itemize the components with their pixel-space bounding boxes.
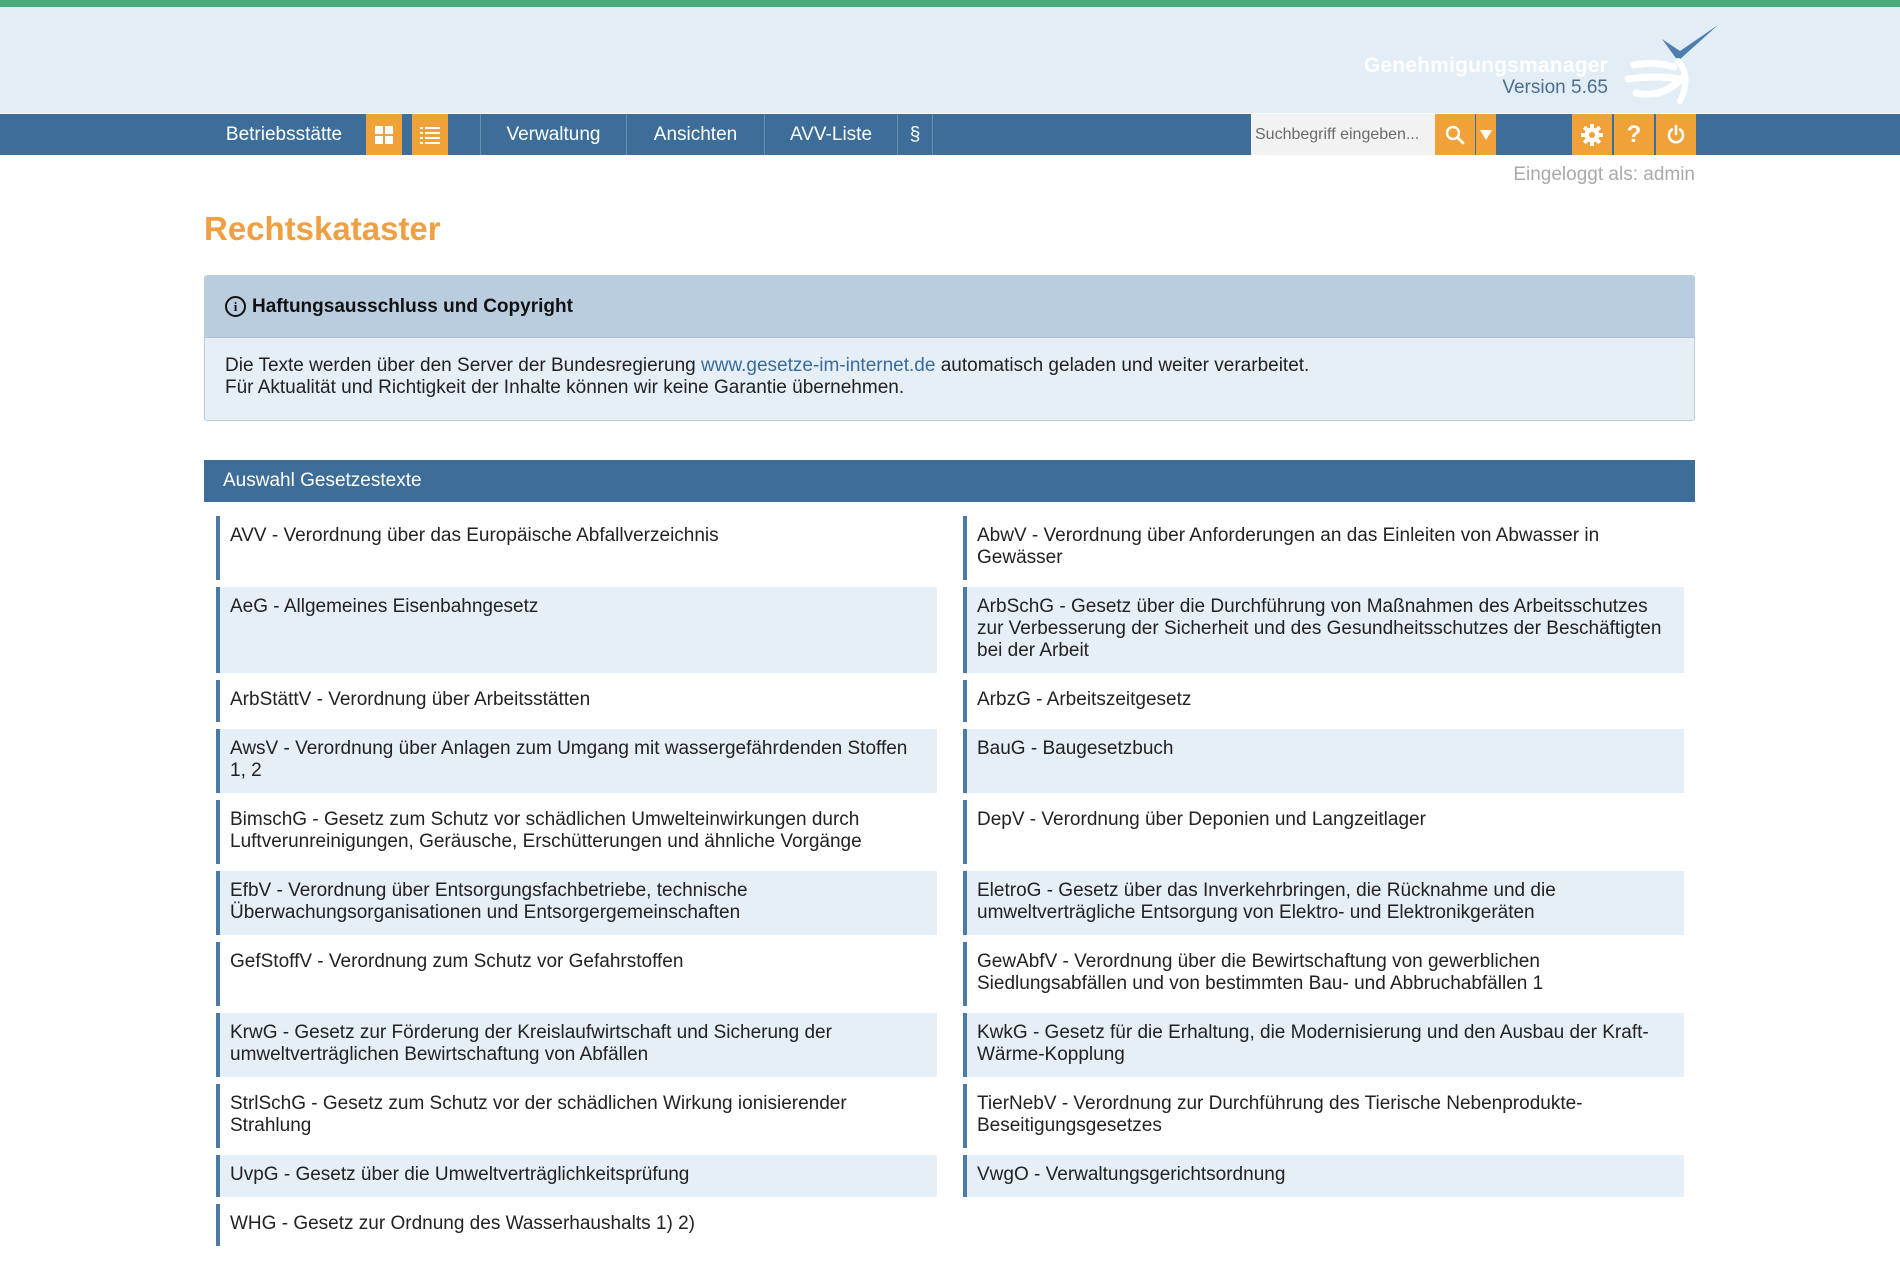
nav-paragraph[interactable]: § <box>909 124 921 145</box>
disclaimer-header <box>205 276 1694 338</box>
list-icon <box>420 126 440 144</box>
law-item[interactable]: ArbzG - Arbeitszeitgesetz <box>963 680 1684 722</box>
app-brand <box>1364 54 1608 99</box>
law-item[interactable]: AVV - Verordnung über das Europäische Abfallverzeichnis <box>216 516 937 580</box>
nav-divider <box>932 114 933 155</box>
chevron-down-icon <box>1480 130 1492 140</box>
law-item[interactable]: BauG - Baugesetzbuch <box>963 729 1684 793</box>
disclaimer-line-1 <box>225 355 1674 377</box>
tile-view-button[interactable] <box>366 114 402 155</box>
gesetze-link[interactable]: www.gesetze-im-internet.de <box>701 355 936 376</box>
law-item[interactable]: StrlSchG - Gesetz zum Schutz vor der schädlichen Wirkung ionisierender Strahlung <box>216 1084 937 1148</box>
law-item[interactable]: AwsV - Verordnung über Anlagen zum Umgang mit wassergefährdenden Stoffen 1, 2 <box>216 729 937 793</box>
nav-avv-liste[interactable]: AVV-Liste <box>789 124 873 145</box>
help-button[interactable] <box>1614 114 1654 155</box>
main-navbar <box>0 114 1900 155</box>
gear-icon <box>1581 124 1603 146</box>
logged-in-user: Eingeloggt als: admin <box>1513 164 1695 185</box>
app-header <box>0 7 1900 116</box>
law-item[interactable]: BimschG - Gesetz zum Schutz vor schädlichen Umwelteinwirkungen durch Luftverunreinigungen, Geräusche, Erschütterungen und ähnliche Vorgänge <box>216 800 937 864</box>
app-version: Version 5.65 <box>1502 77 1608 98</box>
disclaimer-text-before: Die Texte werden über den Server der Bundesregierung <box>225 355 701 376</box>
law-item[interactable]: VwgO - Verwaltungsgerichtsordnung <box>963 1155 1684 1197</box>
search-input[interactable] <box>1251 114 1435 155</box>
search-icon <box>1445 125 1465 145</box>
law-item[interactable]: EfbV - Verordnung über Entsorgungsfachbetriebe, technische Überwachungsorganisationen und Entsorgergemeinschaften <box>216 871 937 935</box>
search-button[interactable] <box>1435 114 1475 155</box>
page-title: Rechtskataster <box>204 210 441 247</box>
law-item[interactable]: KwkG - Gesetz für die Erhaltung, die Modernisierung und den Ausbau der Kraft-Wärme-Kopplung <box>963 1013 1684 1077</box>
grid-icon <box>375 126 393 144</box>
disclaimer-text-after: automatisch geladen und weiter verarbeitet. <box>935 355 1310 376</box>
nav-ansichten[interactable]: Ansichten <box>653 124 738 145</box>
law-item[interactable]: EletroG - Gesetz über das Inverkehrbringen, die Rücknahme und die umweltverträgliche Entsorgung von Elektro- und Elektronikgeräten <box>963 871 1684 935</box>
logout-button[interactable] <box>1656 114 1696 155</box>
law-item[interactable]: UvpG - Gesetz über die Umweltverträglichkeitsprüfung <box>216 1155 937 1197</box>
law-item[interactable]: AbwV - Verordnung über Anforderungen an das Einleiten von Abwasser in Gewässer <box>963 516 1684 580</box>
section-header: Auswahl Gesetzestexte <box>204 460 1695 502</box>
disclaimer-heading: Haftungsausschluss und Copyright <box>252 295 573 317</box>
settings-button[interactable] <box>1572 114 1612 155</box>
list-view-button[interactable] <box>412 114 448 155</box>
law-item[interactable]: ArbSchG - Gesetz über die Durchführung von Maßnahmen des Arbeitsschutzes zur Verbesserung der Sicherheit und des Gesundheitsschutzes der Beschäftigten bei der Arbeit <box>963 587 1684 673</box>
question-mark-icon: ? <box>1626 120 1642 148</box>
law-item[interactable]: GefStoffV - Verordnung zum Schutz vor Gefahrstoffen <box>216 942 937 1006</box>
nav-betriebsstaette[interactable]: Betriebsstätte <box>225 124 343 145</box>
nav-verwaltung[interactable]: Verwaltung <box>506 124 601 145</box>
law-item[interactable]: DepV - Verordnung über Deponien und Langzeitlager <box>963 800 1684 864</box>
law-item[interactable]: WHG - Gesetz zur Ordnung des Wasserhaushalts 1) 2) <box>216 1204 937 1246</box>
law-item[interactable]: KrwG - Gesetz zur Förderung der Kreislaufwirtschaft und Sicherung der umweltverträglichen Bewirtschaftung von Abfällen <box>216 1013 937 1077</box>
law-item[interactable]: TierNebV - Verordnung zur Durchführung des Tierische Nebenprodukte-Beseitigungsgesetzes <box>963 1084 1684 1148</box>
info-icon: i <box>225 296 246 317</box>
law-item[interactable]: AeG - Allgemeines Eisenbahngesetz <box>216 587 937 673</box>
app-logo-icon <box>1614 21 1722 109</box>
search-options-dropdown[interactable] <box>1476 114 1496 155</box>
disclaimer-body <box>205 338 1694 416</box>
disclaimer-line-2: Für Aktualität und Richtigkeit der Inhalte können wir keine Garantie übernehmen. <box>225 377 905 398</box>
top-accent-strip <box>0 0 1900 7</box>
app-name: Genehmigungsmanager <box>1363 54 1608 77</box>
disclaimer-panel <box>204 275 1695 421</box>
power-icon <box>1666 125 1686 145</box>
law-item[interactable]: ArbStättV - Verordnung über Arbeitsstätten <box>216 680 937 722</box>
law-item[interactable]: GewAbfV - Verordnung über die Bewirtschaftung von gewerblichen Siedlungsabfällen und von bestimmten Bau- und Abbruchabfällen 1 <box>963 942 1684 1006</box>
